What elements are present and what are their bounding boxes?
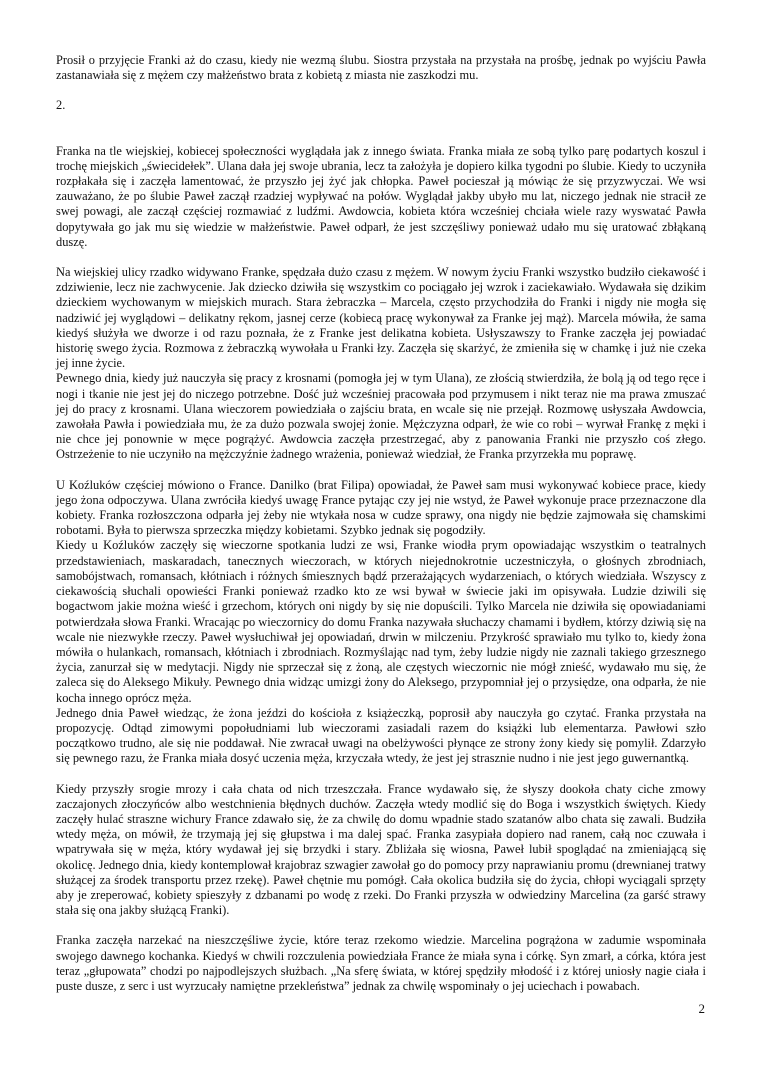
page-number: 2 (698, 1001, 705, 1016)
paragraph-7: Jednego dnia Paweł wiedząc, że żona jeździ do kościoła z książeczką, poprosił aby nauczyła go czytać. Franka przystała na propozycję. Odtąd zimowymi popołudniami lub wieczorami zasiadali razem do książki lub elementarza. Pawłowi szło początkowo trudno, ale się nie poddawał. Nie zwracał uwagi na obelżywości płynące ze strony żony kiedy się pomylił. Zdarzyło się pewnego razu, że Franka miała dosyć uczenia męża, krzyczała wtedy, że jest jej strasznie nudno i nie jest jego guwernantką. (56, 705, 706, 766)
paragraph-3: Na wiejskiej ulicy rzadko widywano Franke, spędzała dużo czasu z mężem. W nowym życiu Franki wszystko budziło ciekawość i zdziwienie, lecz nie zachwycenie. Jak dziecko dziwiła się wszystkim co pociągało jej wzrok i zaciekawiało. Wydawała się dzikim dzieckiem wychowanym w miejskich murach. Stara żebraczka – Marcela, często przychodziła do Franki i nigdy nie mogła się nadziwić jej wyglądowi – delikatny rękom, jasnej cerze (kobiecą pracę wykonywał za Franke jej mąż). Marcela mówiła, że sama kiedyś służyła we dworze i od razu poznała, że z Franke jest delikatna kobieta. Usłyszawszy to Franke zaczęła jej powiadać historię swego życia. Rozmowa z żebraczką wywołała u Franki łzy. Zaczęła się skarżyć, że zmieniła się w chamkę i już nie czeka jej inne życie. (56, 265, 706, 371)
paragraph-9: Franka zaczęła narzekać na nieszczęśliwe życie, które teraz rzekomo wiedzie. Marcelina pogrążona w zadumie wspominała swojego dawnego kochanka. Kiedyś w chwili rozczulenia powiedziała France że miała syna i córkę. Syn zmarł, a córka, która jest teraz „głupowata” chodzi po najpodlejszych służbach. „Na sferę świata, w której spędziły młodość i z której uniosły nagie ciała i puste dusze, z serc i ust wyrzucały namiętne przekleństwa” jednak za chwilę wspominały o jej uciechach i powabach. (56, 933, 706, 993)
spacer (56, 918, 706, 933)
spacer (56, 463, 706, 478)
paragraph-8: Kiedy przyszły srogie mrozy i cała chata od nich trzeszczała. France wydawało się, że słyszy dookoła chaty ciche zmowy zaczajonych złoczyńców albo westchnienia błędnych duchów. Zaczęła wtedy modlić się do Boga i wszystkich świętych. Kiedy zaczęły hulać straszne wichury France zdawało się, że za chwilę do domu wpadnie stado szatanów albo chata się zawali. Budziła wtedy męża, on mówił, że trzymają jej się głupstwa i ma dalej spać. Franka zasypiała dopiero nad ranem, całą noc czuwała i wpatrywała się w męża, który wydawał jej się brzydki i stary. Zbliżała się wiosna, Paweł lubił spoglądać na zmieniającą się okolicę. Jednego dnia, kiedy kontemplował krajobraz szwagier zawołał go do pomocy przy naprawianiu promu (drewnianej tratwy służącej za środek transportu przez rzekę). Paweł chętnie mu pomógł. Cała okolica budziła się do życia, chłopi wyciągali sprzęty aby je zreperować, kobiety spieszyły z dzbanami po wodę z rzeki. Do Franki przyszła w odwiedziny Marcelina (za garść strawy stała się ona jakby służącą Franki). (56, 781, 706, 918)
document-page (56, 53, 706, 994)
paragraph-1: Prosił o przyjęcie Franki aż do czasu, kiedy nie wezmą ślubu. Siostra przystała na przystała na prośbę, jednak po wyjściu Pawła zastanawiała się z mężem czy małżeństwo brata z kobietą z miasta nie zaszkodzi mu. (56, 53, 706, 83)
spacer (56, 767, 706, 782)
section-number: 2. (56, 98, 66, 113)
paragraph-4: Pewnego dnia, kiedy już nauczyła się pracy z krosnami (pomogła jej w tym Ulana), ze złością stwierdziła, że bolą ją od tego ręce i nogi i tkanie nie jest jej do niczego potrzebne. Dość już wcześniej pracowała pod przymusem i nikt teraz nie ma prawa zmuszać jej do pracy z krosnami. Ulana wieczorem powiedziała o zajściu brata, en wcale się nie przejął. Rozmowę usłyszała Awdowcia, zawołała Pawła i powiedziała mu, że za dużo pozwala swojej żonie. Mężczyzna odparł, że wie co robi – wyrwał Frankę z męki i nie chce jej ponownie w męce pogrążyć. Awdowcia zaczęła przestrzegać, aby z panowania Franki nie przyszło coś złego. Ostrzeżenie to nie uczyniło na mężczyźnie żadnego wrażenia, ponieważ wiedział, że Franka przyrzekła mu poprawę. (56, 371, 706, 462)
paragraph-6: Kiedy u Koźluków zaczęły się wieczorne spotkania ludzi ze wsi, Franke wiodła prym opowiadając wszystkim o teatralnych przedstawieniach, maskaradach, tanecznych wieczorach, w których niejednokrotnie uczestniczyła, o głośnych zbrodniach, samobójstwach, romansach, kłótniach i różnych śmiesznych bądź przerażających wydarzeniach, o których wiedziała. Wszyscy z ciekawością słuchali opowieści Franki ponieważ rzadko kto ze wsi bywał w świecie jaki im opisywała. Ludzie dziwili się bogactwom jakie można wieść i grzechom, których oni nigdy by się nie dopuścili. Tylko Marcela nie dziwiła się opowiadaniami potwierdzała słowa Franki. Wracając po wieczornicy do domu Franka nazywała słuchaczy chamami i bydłem, którzy dziwią się na wcale nie niezwykłe rzeczy. Paweł wysłuchiwał jej opowiadań, drwin w milczeniu. Przykrość sprawiało mu tylko to, kiedy żona mówiła o hulankach, romansach, kłótniach i zbrodniach. Rozmyślając nad tym, żeby ludzie nigdy nie zaznali takiego grzesznego życia, zanurzał się w medytacji. Nigdy nie sprzeczał się z żoną, ale częstych wieczornic nie mógł znieść, wydawało mu się, że zaleca się do Aleksego Mikuły. Pewnego dnia widząc umizgi żony do Aleksego, przypomniał jej o przysiędze, ona odparła, że nie kocha innego oprócz męża. (56, 538, 706, 705)
paragraph-2: Franka na tle wiejskiej, kobiecej społeczności wyglądała jak z innego świata. Franka miała ze sobą tylko parę podartych koszul i trochę miejskich „świecidełek”. Ulana dała jej swoje ubrania, lecz ta założyła je dopiero kilka tygodni po ślubie. Kiedy to uczyniła rozpłakała się i zaczęła lamentować, że przyszło jej żyć jak chłopka. Paweł pocieszał ją mówiąc że się przyzwyczai. We wsi zauważano, że po ślubie Paweł zaczął rzadziej wypływać na połów. Wyglądał jakby ubyło mu lat, niczego jednak nie stracił ze swej powagi, ale zaczął częściej rozmawiać z ludźmi. Awdowcia, kobieta która wcześniej chciała wiele razy wyswatać Pawła dopytywała go jak mu się wiedzie w małżeństwie. Paweł odparł, że jest szczęśliwy ponieważ udało mu się uratować zbłąkaną duszę. (56, 143, 706, 249)
spacer (56, 250, 706, 265)
spacer (56, 114, 706, 129)
paragraph-5: U Koźluków częściej mówiono o France. Danilko (brat Filipa) opowiadał, że Paweł sam musi wykonywać kobiece prace, kiedy jego żona odpoczywa. Ulana zwróciła kiedyś uwagę France pytając czy jej nie wstyd, że Paweł wykonuje prace przeznaczone dla kobiety. Franka rozłoszczona odparła jej żeby nie wtykała nosa w cudze sprawy, ona nigdy nie będzie zajmowała się chamskimi robotami. Była to pierwsza sprzeczka między kobietami. Szybko jednak się pogodziły. (56, 477, 706, 538)
spacer (56, 83, 706, 98)
spacer (56, 129, 706, 144)
